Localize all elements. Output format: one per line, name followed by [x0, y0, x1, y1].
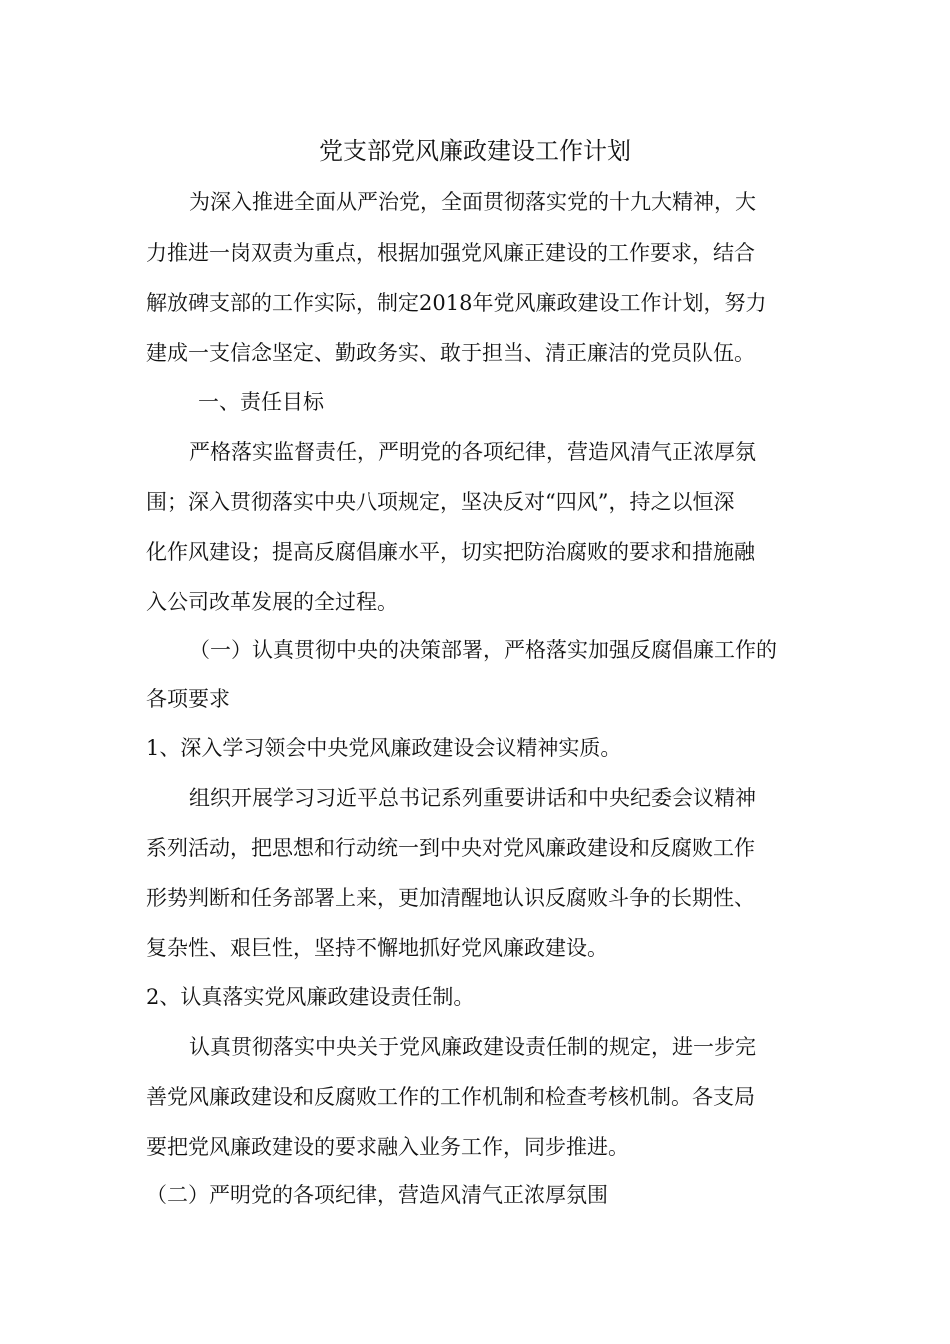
paragraph-line: 严格落实监督责任，严明党的各项纪律，营造风清气正浓厚氛 [189, 440, 756, 464]
paragraph-line: 组织开展学习习近平总书记系列重要讲话和中央纪委会议精神 [189, 786, 756, 810]
paragraph-line: 力推进一岗双责为重点，根据加强党风廉正建设的工作要求，结合 [146, 241, 755, 265]
paragraph-line: 善党风廉政建设和反腐败工作的工作机制和检查考核机制。各支局 [146, 1085, 755, 1109]
paragraph-line: 解放碑支部的工作实际，制定2018年党风廉政建设工作计划，努力 [146, 291, 767, 315]
subsection-heading: （二）严明党的各项纪律，营造风清气正浓厚氛围 [146, 1183, 608, 1207]
paragraph-line: 复杂性、艰巨性，坚持不懈地抓好党风廉政建设。 [146, 936, 608, 960]
paragraph-line: 形势判断和任务部署上来，更加清醒地认识反腐败斗争的长期性、 [146, 886, 755, 910]
paragraph-line: 要把党风廉政建设的要求融入业务工作，同步推进。 [146, 1135, 629, 1159]
subsection-heading: 各项要求 [146, 687, 230, 711]
section-heading: 一、责任目标 [198, 390, 324, 414]
document-title: 党支部党风廉政建设工作计划 [319, 137, 631, 165]
paragraph-line: 化作风建设；提高反腐倡廉水平，切实把防治腐败的要求和措施融 [146, 540, 755, 564]
paragraph-line: 建成一支信念坚定、勤政务实、敢于担当、清正廉洁的党员队伍。 [146, 341, 755, 365]
numbered-item-heading: 1、深入学习领会中央党风廉政建设会议精神实质。 [146, 736, 622, 760]
paragraph-line: 认真贯彻落实中央关于党风廉政建设责任制的规定，进一步完 [189, 1035, 756, 1059]
subsection-heading: （一）认真贯彻中央的决策部署，严格落实加强反腐倡廉工作的 [189, 638, 777, 662]
paragraph-line: 为深入推进全面从严治党，全面贯彻落实党的十九大精神，大 [189, 190, 756, 214]
numbered-item-heading: 2、认真落实党风廉政建设责任制。 [146, 985, 475, 1009]
paragraph-line: 围；深入贯彻落实中央八项规定，坚决反对“四风”，持之以恒深 [146, 490, 735, 514]
paragraph-line: 入公司改革发展的全过程。 [146, 590, 398, 614]
paragraph-line: 系列活动，把思想和行动统一到中央对党风廉政建设和反腐败工作 [146, 836, 755, 860]
